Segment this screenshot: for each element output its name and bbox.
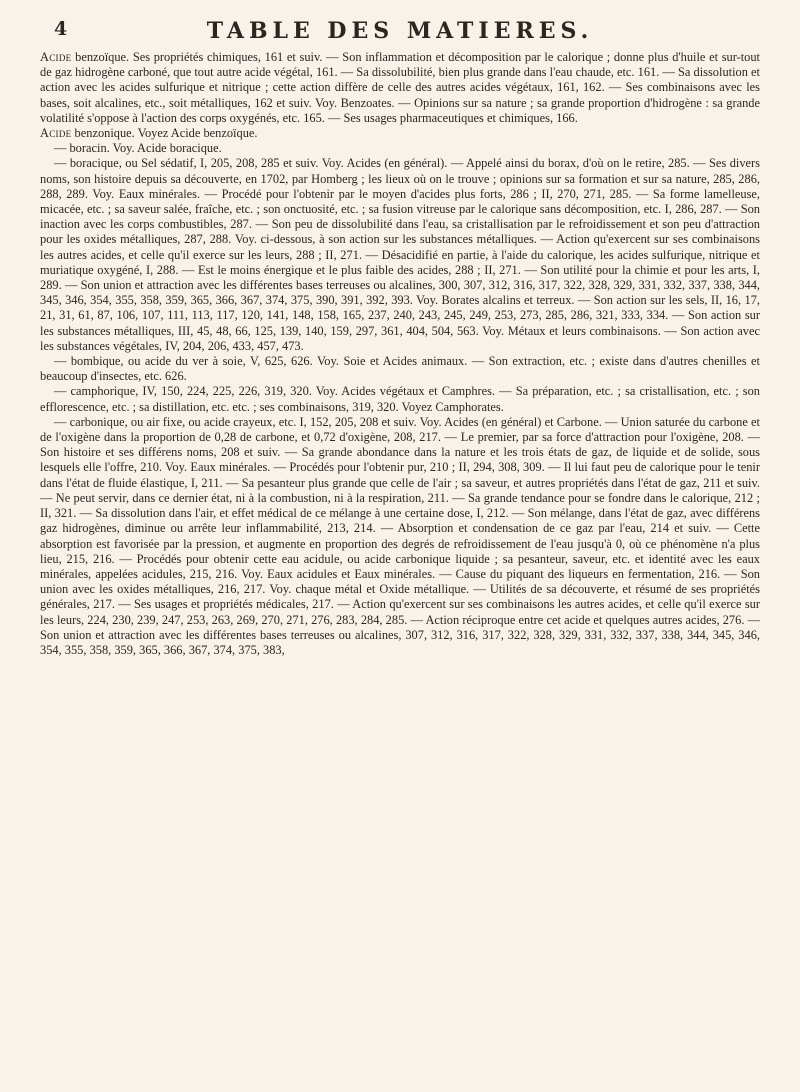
index-entry-boracin <box>40 141 760 156</box>
entry-text: — camphorique, IV, 150, 224, 225, 226, 319, 320. Voy. Acides végétaux et Camphres. — Sa préparation, etc. ; sa cristallisation, etc. ; son efflorescence, etc. ; sa distillation, etc. etc. ; ses combinaisons, 319, 320. Voyez Camphorates. <box>40 384 760 414</box>
entry-text: benzonique. Voyez Acide benzoïque. <box>71 126 258 141</box>
index-entry-acide-benzonique <box>40 126 760 141</box>
index-entry-boracique <box>40 156 760 354</box>
entry-lead: Acide <box>40 50 72 64</box>
index-body <box>40 50 760 658</box>
entry-lead: Acide <box>40 126 72 141</box>
page-header <box>40 14 760 50</box>
entry-text: — boracique, ou Sel sédatif, I, 205, 208, 285 et suiv. Voy. Acides (en général). — Appelé ainsi du borax, d'où on le retire, 285. — Ses divers noms, son histoire depuis sa découverte, en 1702, par Homberg ; les lieux où on le trouve ; opinions sur sa formation et sur sa nature, 285, 286, 288, 289. Voy. Eaux minérales. — Procédé pour l'obtenir par le moyen d'acides plus forts, 286 ; II, 270, 271, 285. — Sa forme lamelleuse, micacée, etc. ; sa saveur salée, fraîche, etc. ; son onctuosité, etc. ; sa fusion vitreuse par le calorique sans décomposition, etc. I, 286, 287. — Son inaction avec les corps combustibles, 287. — Son peu de dissolubilité dans l'eau, sa cristallisation par le refroidissement et son peu d'attraction pour les oxides métalliques, 287, 288. Voy. ci-dessous, à son action sur les substances métalliques. — Action qu'exercent sur ses combinaisons les autres acides, et celle qu'il exerce sur les leurs, 288 ; II, 271. — Désacidifié en partie, à l'aide du calorique, les acides sulfurique, nitrique et muriatique oxygéné, I, 288. — Est le moins énergique et le plus faible des acides, 288 ; II, 271. — Son utilité pour la chimie et pour les arts, I, 289. — Son union et attraction avec les différentes bases terreuses ou alcalines, 300, 307, 312, 316, 317, 322, 328, 329, 331, 332, 337, 338, 344, 345, 346, 354, 355, 358, 359, 365, 366, 367, 374, 375, 390, 391, 392, 393. Voy. Borates alcalins et terreux. — Son action sur les sels, II, 16, 17, 21, 31, 61, 87, 106, 107, 111, 113, 117, 120, 141, 148, 158, 165, 237, 240, 243, 245, 249, 253, 273, 285, 286, 321, 333, 334. — Son action sur les substances métalliques, III, 45, 48, 66, 125, 139, 140, 159, 297, 361, 404, 504, 563. Voy. Métaux et leurs combinaisons. — Son action avec les substances végétales, IV, 204, 206, 433, 457, 473. <box>40 156 760 353</box>
page-number: 4 <box>54 18 68 40</box>
entry-text: — boracin. Voy. Acide boracique. <box>54 141 222 156</box>
entry-text: — carbonique, ou air fixe, ou acide crayeux, etc. I, 152, 205, 208 et suiv. Voy. Acides (en général) et Carbone. — Union saturée du carbone et de l'oxigène dans la proportion de 0,28 de carbone, et 0,72 d'oxigène, 208, 217. — Le premier, par sa force d'attraction pour l'oxigène, 208. — Son histoire et ses différens noms, 208 et suiv. — Sa grande abondance dans la nature et les trois états de gaz, de liquide et de solide, sous lesquels elle l'offre, 210. Voy. Eaux minérales. — Procédés pour l'obtenir pur, 210 ; II, 294, 308, 309. — Il lui faut peu de calorique pour le tenir dans l'état de fluide élastique, I, 211. — Sa pesanteur plus grande que celle de l'air ; sa saveur, et autres propriétés dans l'état de gaz, 211 et suiv. — Ne peut servir, dans ce dernier état, ni à la combustion, ni à la respiration, 211. — Sa grande tendance pour se fondre dans le calorique, 212 ; II, 321. — Sa dissolution dans l'air, et effet médical de ce mélange à une certaine dose, I, 212. — Son mélange, dans l'état de gaz, avec différens gaz hidrogènes, diminue ou arrête leur inflammabilité, 213, 214. — Absorption et condensation de ce gaz par l'eau, 214 et suiv. — Cette absorption est favorisée par la pression, et augmente en proportion des degrés de refroidissement de l'eau jusqu'à 0, où ce phénomène n'a plus lieu, 215, 216. — Procédés pour obtenir cette eau acidule, ou acide carbonique liquide ; sa pesanteur, saveur, etc. et identité avec les eaux minérales, appelées acidules, 215, 216. Voy. Eaux acidules et Eaux minérales. — Cause du piquant des liqueurs en fermentation, 216. — Son union avec les oxides métalliques, 216, 217. Voy. chaque métal et Oxide métallique. — Utilités de sa découverte, et résumé de ses propriétés générales, 217. — Ses usages et propriétés médicales, 217. — Action qu'exercent sur ses combinaisons les autres acides, et celle qu'il exerce sur les leurs, 224, 230, 239, 247, 253, 263, 269, 270, 271, 276, 283, 284, 285. — Action réciproque entre cet acide et quelques autres acides, 276. — Son union et attraction avec les différentes bases terreuses ou alcalines, 307, 312, 316, 317, 322, 328, 329, 331, 332, 337, 338, 344, 345, 346, 354, 355, 358, 359, 365, 366, 367, 374, 375, 383, <box>40 414 760 657</box>
index-entry-acide-benzoique <box>40 50 760 126</box>
index-entry-carbonique <box>40 415 760 658</box>
entry-text: — bombique, ou acide du ver à soie, V, 625, 626. Voy. Soie et Acides animaux. — Son extraction, etc. ; existe dans d'autres chenilles et beaucoup d'insectes, etc. 626. <box>40 354 760 384</box>
running-title: TABLE DES MATIERES. <box>206 18 594 44</box>
index-entry-camphorique <box>40 384 760 414</box>
entry-text: benzoïque. Ses propriétés chimiques, 161 et suiv. — Son inflammation et décomposition par le calorique ; donne plus d'huile et sur-tout de gaz hidrogène carboné, que tout autre acide végétal, 161. — Sa dissolubilité, bien plus grande dans l'eau chaude, etc. 161. — Sa dissolution et action avec les acides sulfurique et nitrique ; cette action diffère de celle des autres acides végétaux, 161, 162. — Ses combinaisons avec les bases, soit alcalines, etc., soit métalliques, 162 et suiv. Voy. Benzoates. — Opinions sur sa nature ; sa grande proportion d'hidrogène : sa grande volatilité s'oppose à l'action des corps oxygénés, etc. 165. — Ses usages pharmaceutiques et chimiques, 166. <box>40 50 760 125</box>
index-entry-bombique <box>40 354 760 384</box>
